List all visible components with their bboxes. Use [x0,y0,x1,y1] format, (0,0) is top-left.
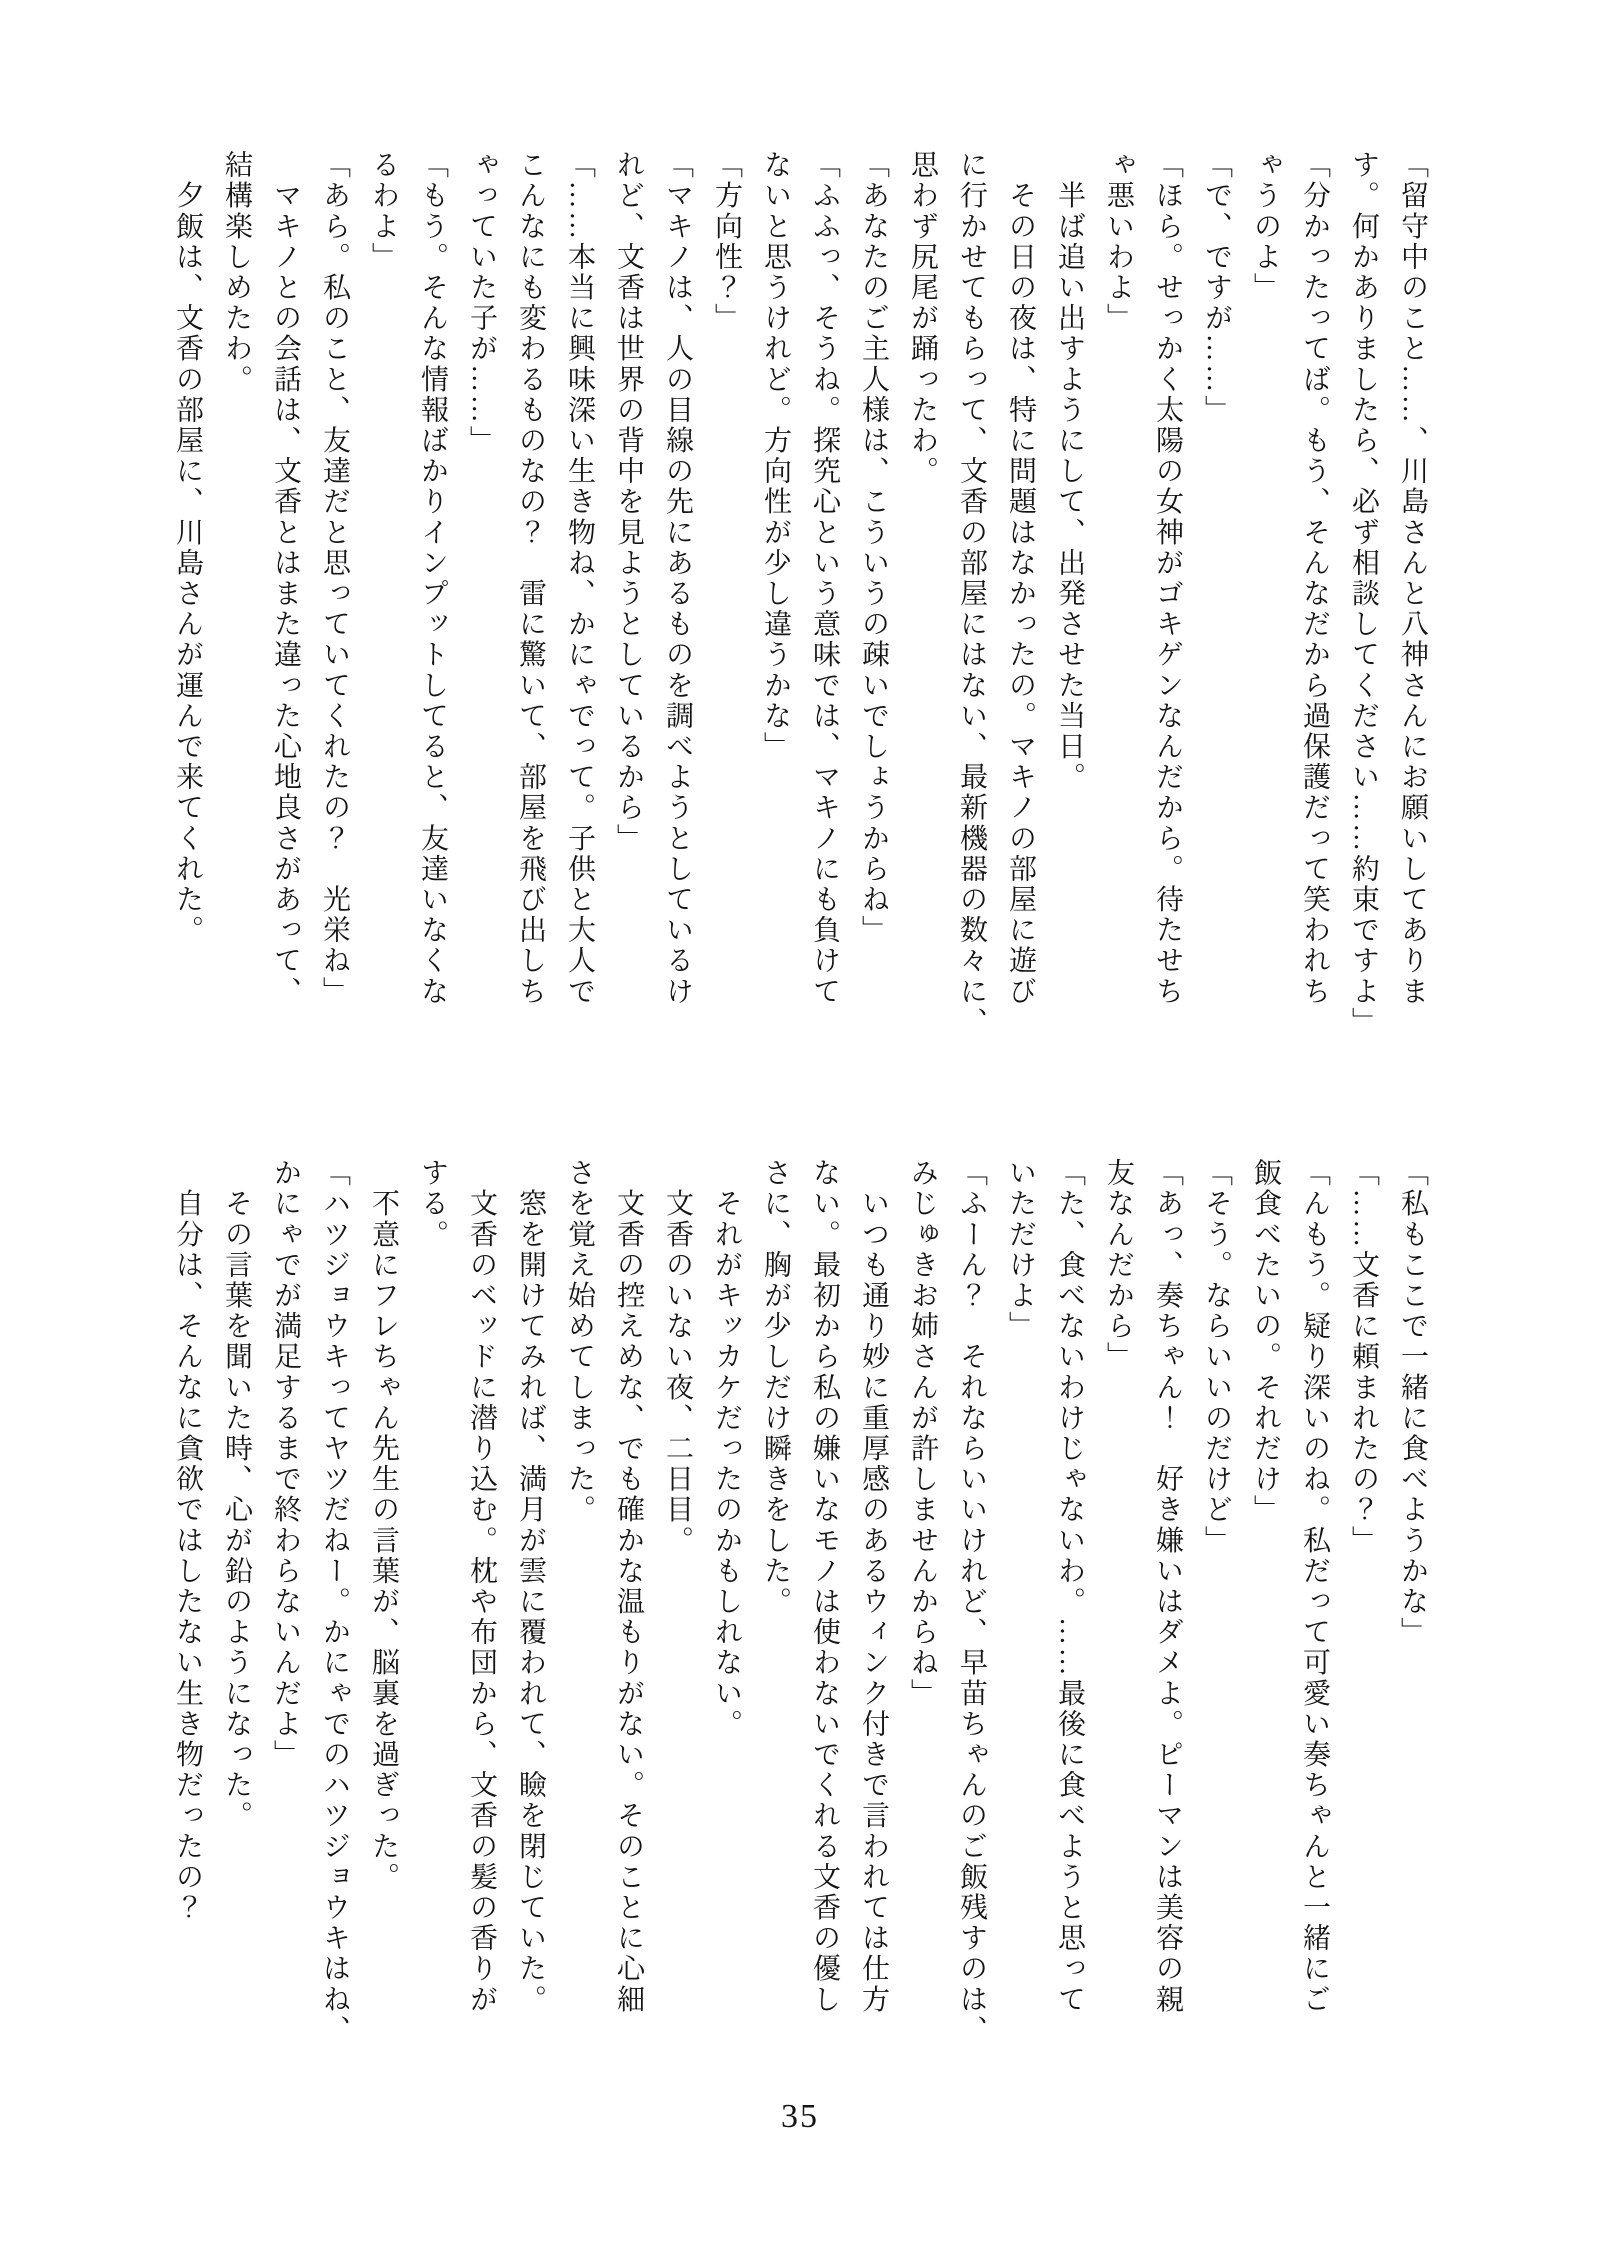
text-line: 「あなたのご主人様は、こういうの疎いでしょうからね」 [858,150,889,946]
text-line: 「留守中のこと……、川島さんと八神さんにお願いしてありま [1397,150,1428,1007]
text-line: 不意にフレちゃん先生の言葉が、脳裏を過ぎった。 [368,1158,399,1893]
text-line: 夕飯は、文香の部屋に、川島さんが運んで来てくれた。 [172,150,203,946]
text-line: 「あっ、奏ちゃん！ 好き嫌いはダメよ。ピーマンは美容の親 [1152,1158,1183,2015]
text-block-bottom [163,1158,1437,2053]
text-line: 「ふーん？ それならいいけれど、早苗ちゃんのご飯残すのは、 [956,1158,987,2046]
text-line: す。何かありましたら、必ず相談してください……約束ですよ」 [1348,150,1379,1038]
text-line: ないと思うけれど。方向性が少し違うかな」 [760,150,791,762]
text-line: れど、文香は世界の背中を見ようとしているから」 [613,150,644,854]
text-line: さに、胸が少しだけ瞬きをした。 [760,1158,791,1617]
text-line: いただけよ」 [1005,1158,1036,1342]
text-line: 「ほら。せっかく太陽の女神がゴキゲンなんだから。待たせち [1152,150,1183,1007]
text-line: 「……本当に興味深い生き物ね、かにゃでって。子供と大人で [564,150,595,1007]
text-line: 自分は、そんなに貪欲ではしたない生き物だったの？ [172,1158,203,1923]
text-line: こんなにも変わるものなの？ 雷に驚いて、部屋を飛び出しち [515,150,546,1007]
text-line: ゃっていた子が……」 [466,150,497,456]
text-line: みじゅきお姉さんが許しませんからね」 [907,1158,938,1709]
text-line: 文香のベッドに潜り込む。枕や布団から、文香の髪の香りが [466,1158,497,2015]
text-line: する。 [417,1158,448,1250]
text-line: 「ハツジョウキってヤツだねー。かにゃでのハツジョウキはね、 [319,1158,350,2046]
text-line: それがキッカケだったのかもしれない。 [711,1158,742,1740]
text-line: 「あら。私のこと、友達だと思っていてくれたの？ 光栄ね」 [319,150,350,1007]
text-line: 「た、食べないわけじゃないわ。……最後に食べようと思って [1054,1158,1085,2015]
text-line: マキノとの会話は、文香とはまた違った心地良さがあって、 [270,150,301,1007]
text-line: 半ば追い出すようにして、出発させた当日。 [1054,150,1085,793]
text-line: 「方向性？」 [711,150,742,334]
text-line: 「……文香に頼まれたの？」 [1348,1158,1379,1556]
text-line: さを覚え始めてしまった。 [564,1158,595,1526]
text-line: ない。最初から私の嫌いなモノは使わないでくれる文香の優し [809,1158,840,2015]
text-line: その言葉を聞いた時、心が鉛のようになった。 [221,1158,252,1832]
text-line: るわよ」 [368,150,399,273]
text-line: 「ふふっ、そうね。探究心という意味では、マキノにも負けて [809,150,840,1007]
text-line: 結構楽しめたわ。 [221,150,252,395]
text-line: に行かせてもらって、文香の部屋にはない、最新機器の数々に、 [956,150,987,1038]
page-number: 35 [781,2098,819,2135]
text-line: 「分かったってば。もう、そんなだから過保護だって笑われち [1299,150,1330,1007]
text-line: 「で、ですが……」 [1201,150,1232,426]
text-line: 窓を開けてみれば、満月が雲に覆われて、瞼を閉じていた。 [515,1158,546,2015]
text-line: ゃうのよ」 [1250,150,1281,303]
text-line: 「もう。そんな情報ばかりインプットしてると、友達いなくな [417,150,448,1007]
text-line: 文香のいない夜、二日目。 [662,1158,693,1556]
text-line: 「私もここで一緒に食べようかな」 [1397,1158,1428,1648]
text-line: その日の夜は、特に問題はなかったの。マキノの部屋に遊び [1005,150,1036,1007]
text-line: ゃ悪いわよ」 [1103,150,1134,334]
text-line: いつも通り妙に重厚感のあるウィンク付きで言われては仕方 [858,1158,889,2015]
text-line: かにゃでが満足するまで終わらないんだよ」 [270,1158,301,1770]
text-line: 文香の控えめな、でも確かな温もりがない。そのことに心細 [613,1158,644,2015]
text-line: 「そう。ならいいのだけど」 [1201,1158,1232,1556]
text-line: 「んもう。疑り深いのね。私だって可愛い奏ちゃんと一緒にご [1299,1158,1330,2015]
text-block-top [163,150,1437,1045]
text-line: 思わず尻尾が踊ったわ。 [907,150,938,487]
text-line: 「マキノは、人の目線の先にあるものを調べようとしているけ [662,150,693,1007]
text-line: 飯食べたいの。それだけ」 [1250,1158,1281,1526]
text-line: 友なんだから」 [1103,1158,1134,1373]
